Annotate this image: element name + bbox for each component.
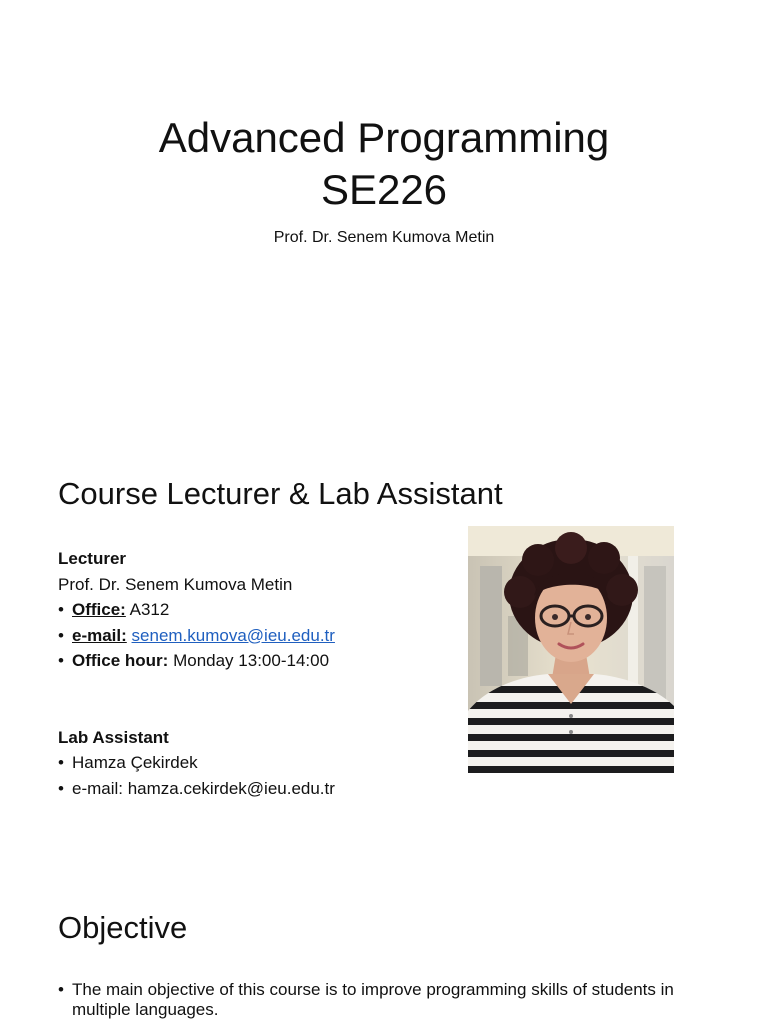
assistant-section-label: Lab Assistant	[58, 727, 169, 747]
lecturer-slide-heading: Course Lecturer & Lab Assistant	[58, 476, 503, 511]
office-hour-label: Office hour:	[72, 651, 169, 670]
email-item	[58, 623, 458, 649]
lecturer-content	[58, 546, 458, 801]
office-hour-value: Monday 13:00-14:00	[173, 651, 330, 670]
objective-slide	[0, 864, 768, 1024]
course-title	[0, 112, 768, 216]
course-code: SE226	[320, 166, 448, 213]
office-item	[58, 597, 458, 623]
office-label: Office:	[72, 600, 126, 619]
assistant-email: • e-mail: hamza.cekirdek@ieu.edu.tr	[58, 776, 458, 802]
assistant-name: • Hamza Çekirdek	[58, 750, 458, 776]
objective-list	[58, 980, 678, 1020]
lecturer-details	[58, 597, 458, 674]
lecturer-email-link[interactable]: senem.kumova@ieu.edu.tr	[131, 625, 335, 645]
lecturer-photo	[468, 526, 674, 773]
lecturer-section-label: Lecturer	[58, 549, 127, 568]
lecturer-name: Prof. Dr. Senem Kumova Metin	[58, 574, 293, 594]
objective-heading: Objective	[58, 910, 188, 945]
lecturer-slide	[0, 432, 768, 864]
title-slide	[0, 0, 768, 432]
email-label: e-mail:	[72, 625, 127, 645]
section-gap	[58, 674, 458, 725]
assistant-details	[58, 750, 458, 801]
objective-bullet: • The main objective of this course is to improve programming skills of students in multiple languages.	[58, 980, 678, 1020]
office-hour-item	[58, 648, 458, 674]
course-subtitle: Prof. Dr. Senem Kumova Metin	[273, 229, 495, 246]
course-title-line1: Advanced Programming	[158, 114, 610, 161]
office-value: A312	[129, 600, 170, 619]
